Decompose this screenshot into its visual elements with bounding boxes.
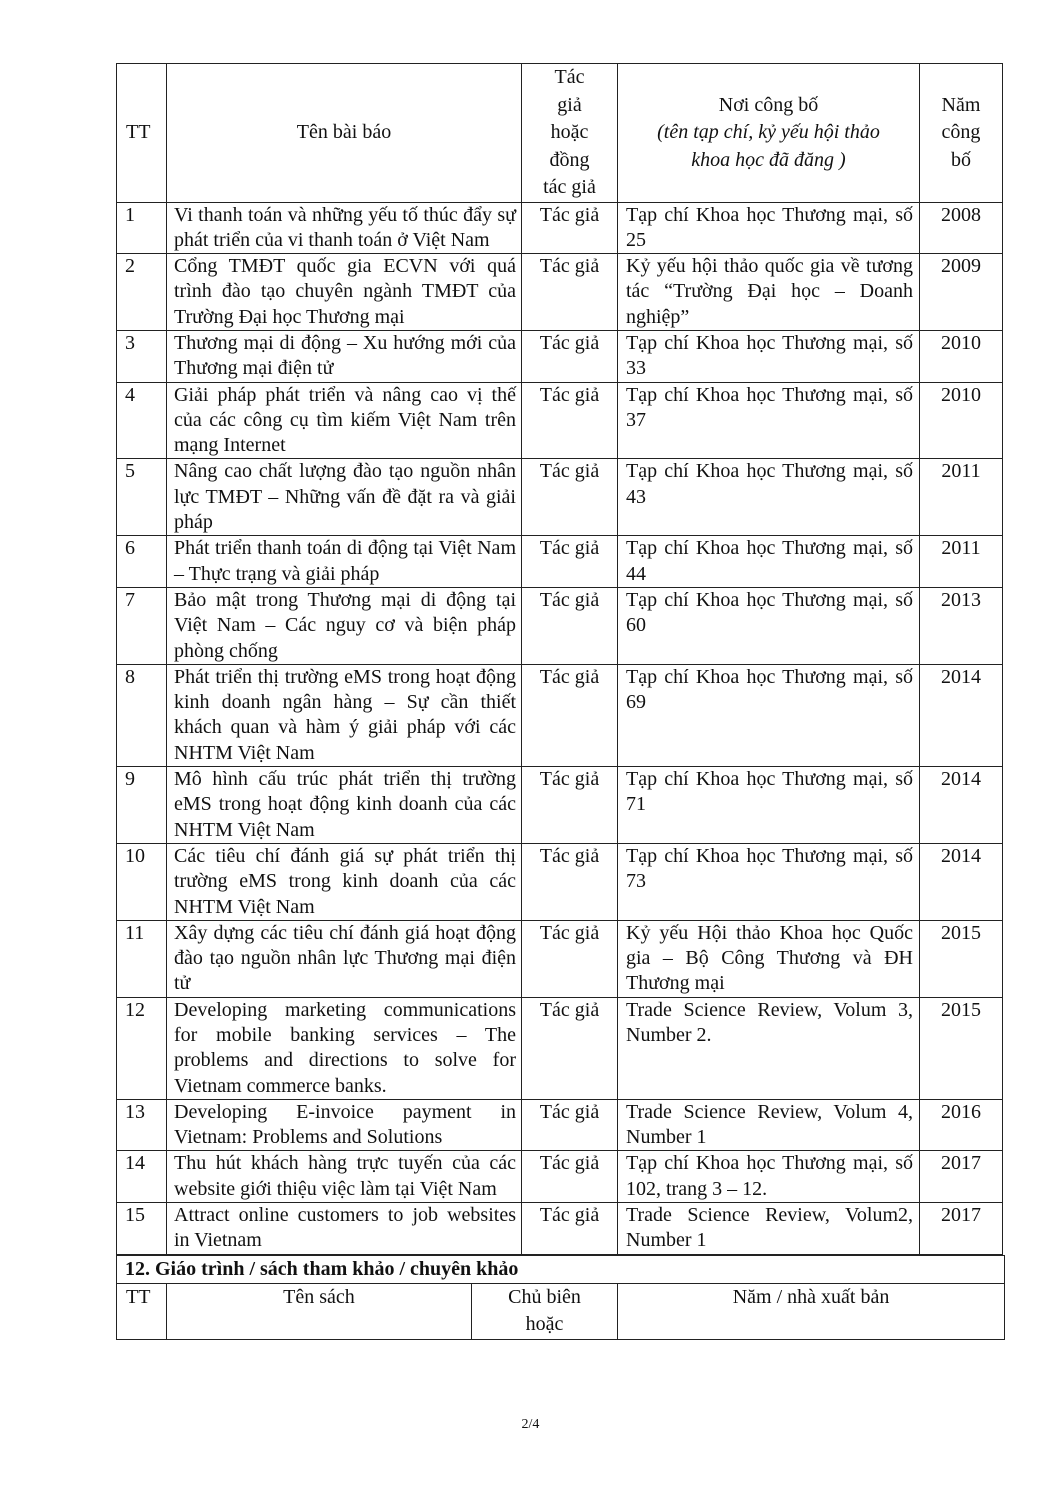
row-year: 2009: [920, 254, 1003, 331]
row-title: Phát triển thị trường eMS trong hoạt động kinh doanh ngân hàng – Sự cần thiết khách quan và hàm ý giải pháp với các NHTM Việt Nam: [167, 664, 522, 766]
row-year: 2017: [920, 1203, 1003, 1255]
row-year: 2017: [920, 1151, 1003, 1203]
row-year: 2015: [920, 997, 1003, 1099]
row-year: 2010: [920, 382, 1003, 459]
row-tt: 1: [117, 202, 167, 254]
row-title: Các tiêu chí đánh giá sự phát triển thị trường eMS trong kinh doanh của các NHTM Việt Nam: [167, 843, 522, 920]
header-author-line: hoặc: [550, 121, 589, 143]
header-venue-sub: khoa học đã đăng ): [691, 148, 846, 171]
row-venue: Tạp chí Khoa học Thương mại, số 43: [618, 459, 920, 536]
header-title: Tên bài báo: [167, 64, 522, 203]
row-tt: 9: [117, 767, 167, 844]
header-author: [522, 64, 618, 203]
row-year: 2008: [920, 202, 1003, 254]
row-author: Tác giả: [522, 1203, 618, 1255]
row-title: Giải pháp phát triển và nâng cao vị thế của các công cụ tìm kiếm Việt Nam trên mạng Internet: [167, 382, 522, 459]
row-author: Tác giả: [522, 843, 618, 920]
books-header-editor: [472, 1283, 618, 1339]
header-author-line: tác giả: [543, 176, 596, 198]
row-venue: Tạp chí Khoa học Thương mại, số 25: [618, 202, 920, 254]
table-row: [117, 920, 1003, 997]
books-header-tt: TT: [117, 1283, 167, 1339]
row-venue: Trade Science Review, Volum2, Number 1: [618, 1203, 920, 1255]
table-row: [117, 997, 1003, 1099]
books-header-title: Tên sách: [167, 1283, 472, 1339]
table-row: [117, 536, 1003, 588]
header-venue-sub: (tên tạp chí, kỷ yếu hội thảo: [657, 121, 880, 143]
row-title: Cổng TMĐT quốc gia ECVN với quá trình đào tạo chuyên ngành TMĐT của Trường Đại học Thương mại: [167, 254, 522, 331]
document-page: [116, 63, 1002, 1340]
table-row: [117, 843, 1003, 920]
row-venue: Kỷ yếu hội thảo quốc gia về tương tác “Trường Đại học – Doanh nghiệp”: [618, 254, 920, 331]
row-title: Mô hình cấu trúc phát triển thị trường eMS trong hoạt động kinh doanh của các NHTM Việt Nam: [167, 767, 522, 844]
row-title: Thu hút khách hàng trực tuyến của các website giới thiệu việc làm tại Việt Nam: [167, 1151, 522, 1203]
row-tt: 5: [117, 459, 167, 536]
header-venue-main: Nơi công bố: [718, 93, 819, 116]
row-year: 2014: [920, 664, 1003, 766]
row-year: 2011: [920, 536, 1003, 588]
row-year: 2016: [920, 1099, 1003, 1151]
table-row: [117, 1099, 1003, 1151]
books-header-publisher: Năm / nhà xuất bản: [618, 1283, 1005, 1339]
row-tt: 13: [117, 1099, 167, 1151]
row-venue: Tạp chí Khoa học Thương mại, số 33: [618, 330, 920, 382]
row-tt: 15: [117, 1203, 167, 1255]
row-title: Nâng cao chất lượng đào tạo nguồn nhân lực TMĐT – Những vấn đề đặt ra và giải pháp: [167, 459, 522, 536]
header-year-line: công: [941, 121, 981, 143]
row-tt: 12: [117, 997, 167, 1099]
table-header-row: [117, 64, 1003, 203]
row-title: Attract online customers to job websites in Vietnam: [167, 1203, 522, 1255]
page-number: 2/4: [521, 1417, 540, 1432]
row-title: Vi thanh toán và những yếu tố thúc đẩy sự phát triển của vi thanh toán ở Việt Nam: [167, 202, 522, 254]
row-venue: Trade Science Review, Volum 4, Number 1: [618, 1099, 920, 1151]
table-row: [117, 767, 1003, 844]
row-tt: 10: [117, 843, 167, 920]
row-venue: Tạp chí Khoa học Thương mại, số 37: [618, 382, 920, 459]
books-section-row: [117, 1255, 1005, 1283]
table-row: [117, 587, 1003, 664]
books-header-row: [117, 1283, 1005, 1339]
row-tt: 8: [117, 664, 167, 766]
row-title: Thương mại di động – Xu hướng mới của Thương mại điện tử: [167, 330, 522, 382]
row-title: Xây dựng các tiêu chí đánh giá hoạt động đào tạo nguồn nhân lực Thương mại điện tử: [167, 920, 522, 997]
row-author: Tác giả: [522, 202, 618, 254]
table-row: [117, 382, 1003, 459]
books-section-title: 12. Giáo trình / sách tham khảo / chuyên khảo: [117, 1255, 1005, 1283]
books-table: [116, 1255, 1005, 1340]
row-year: 2011: [920, 459, 1003, 536]
row-year: 2014: [920, 843, 1003, 920]
row-tt: 14: [117, 1151, 167, 1203]
header-author-line: Tác: [554, 66, 585, 88]
table-row: [117, 664, 1003, 766]
header-tt: TT: [117, 64, 167, 203]
row-title: Developing E-invoice payment in Vietnam: Problems and Solutions: [167, 1099, 522, 1151]
row-author: Tác giả: [522, 1151, 618, 1203]
header-author-line: giả: [557, 93, 582, 116]
publications-table: [116, 63, 1003, 1255]
row-year: 2013: [920, 587, 1003, 664]
row-title: Developing marketing communications for mobile banking services – The problems and directions to solve for Vietnam commerce banks.: [167, 997, 522, 1099]
row-tt: 4: [117, 382, 167, 459]
row-venue: Tạp chí Khoa học Thương mại, số 71: [618, 767, 920, 844]
row-title: Phát triển thanh toán di động tại Việt Nam – Thực trạng và giải pháp: [167, 536, 522, 588]
row-venue: Kỷ yếu Hội thảo Khoa học Quốc gia – Bộ Công Thương và ĐH Thương mại: [618, 920, 920, 997]
books-header-editor-line: hoặc: [525, 1312, 564, 1335]
row-venue: Tạp chí Khoa học Thương mại, số 60: [618, 587, 920, 664]
row-tt: 7: [117, 587, 167, 664]
row-author: Tác giả: [522, 330, 618, 382]
row-tt: 2: [117, 254, 167, 331]
row-tt: 6: [117, 536, 167, 588]
row-title: Bảo mật trong Thương mại di động tại Việt Nam – Các nguy cơ và biện pháp phòng chống: [167, 587, 522, 664]
table-row: [117, 330, 1003, 382]
table-row: [117, 1203, 1003, 1255]
row-author: Tác giả: [522, 459, 618, 536]
row-author: Tác giả: [522, 1099, 618, 1151]
row-tt: 11: [117, 920, 167, 997]
table-row: [117, 1151, 1003, 1203]
row-author: Tác giả: [522, 767, 618, 844]
row-venue: Tạp chí Khoa học Thương mại, số 69: [618, 664, 920, 766]
row-author: Tác giả: [522, 664, 618, 766]
books-header-editor-line: Chủ biên: [508, 1285, 581, 1308]
row-tt: 3: [117, 330, 167, 382]
row-year: 2014: [920, 767, 1003, 844]
header-year-line: bố: [951, 148, 971, 171]
header-year-line: Năm: [941, 93, 981, 116]
table-row: [117, 459, 1003, 536]
row-author: Tác giả: [522, 254, 618, 331]
row-author: Tác giả: [522, 920, 618, 997]
row-year: 2015: [920, 920, 1003, 997]
row-venue: Tạp chí Khoa học Thương mại, số 44: [618, 536, 920, 588]
header-venue: [618, 64, 920, 203]
header-author-line: đồng: [549, 148, 590, 171]
row-venue: Trade Science Review, Volum 3, Number 2.: [618, 997, 920, 1099]
row-author: Tác giả: [522, 382, 618, 459]
row-venue: Tạp chí Khoa học Thương mại, số 73: [618, 843, 920, 920]
header-year: [920, 64, 1003, 203]
row-author: Tác giả: [522, 536, 618, 588]
row-author: Tác giả: [522, 587, 618, 664]
row-year: 2010: [920, 330, 1003, 382]
row-venue: Tạp chí Khoa học Thương mại, số 102, trang 3 – 12.: [618, 1151, 920, 1203]
row-author: Tác giả: [522, 997, 618, 1099]
table-row: [117, 202, 1003, 254]
table-row: [117, 254, 1003, 331]
